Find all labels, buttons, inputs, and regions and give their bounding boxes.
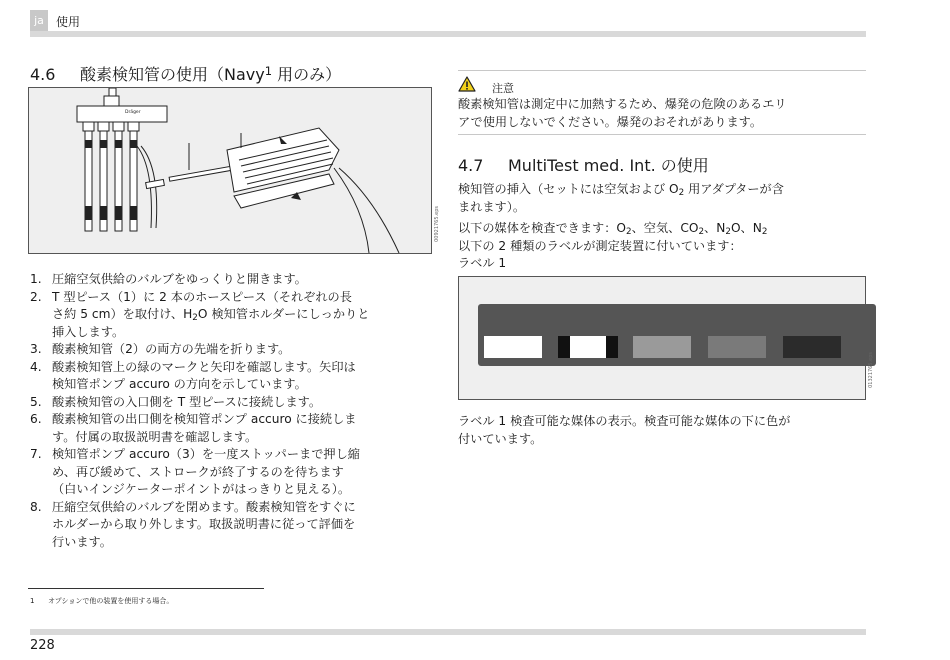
section-number: 4.7	[458, 156, 484, 175]
caution-text	[458, 96, 866, 131]
step-text: 挿入します。	[52, 324, 125, 339]
label-1-heading: ラベル 1	[458, 256, 507, 270]
step-number: 8.	[30, 499, 42, 514]
figure-code: 00921765.eps	[434, 206, 440, 242]
labels-intro: 以下の 2 種類のラベルが測定装置に付いています：	[458, 238, 742, 253]
chem-sub: 2	[678, 188, 685, 199]
section-4-7-title	[458, 153, 709, 176]
step-8	[30, 499, 442, 552]
swatch-bracket-left	[558, 336, 570, 358]
step-text: 行います。	[52, 534, 112, 549]
media-list	[458, 220, 868, 273]
footnote-rule	[28, 588, 264, 589]
step-text: 酸素検知管の入口側を T 型ピースに接続します。	[52, 394, 322, 409]
chem-sub: 2	[192, 313, 198, 324]
section-title-text: MultiTest med. Int. の使用	[508, 156, 709, 175]
step-2	[30, 289, 442, 342]
step-number: 5.	[30, 394, 42, 409]
caution-top-rule	[458, 70, 866, 71]
step-5	[30, 394, 442, 412]
footer-bar	[30, 629, 866, 635]
step-number: 4.	[30, 359, 42, 374]
step-text: 圧縮空気供給のバルブを閉めます。酸素検知管をすぐに	[52, 499, 356, 514]
step-text: さ約 5 cm）を取付け、	[52, 307, 184, 321]
step-4	[30, 359, 442, 394]
caption-text: 付いています。	[458, 431, 543, 446]
intro-text: まれます）。	[458, 199, 526, 214]
step-number: 2.	[30, 289, 42, 304]
intro-text: 用アダプターが含	[684, 182, 784, 196]
media-text: 以下の媒体を検査できます：O	[458, 221, 627, 235]
step-text: 検知管ホルダーにしっかりと	[211, 307, 370, 321]
header-title: 使用	[56, 15, 81, 29]
footnote-ref: 1	[264, 63, 273, 78]
step-text: 検知管ポンプ accuro の方向を示しています。	[52, 377, 307, 391]
header-bar	[30, 31, 866, 37]
chem-sub: 2	[725, 227, 731, 238]
step-text: 検知管ポンプ accuro（3）を一度ストッパーまで押し縮	[52, 447, 360, 461]
step-text: T 型ピース（1）に 2 本のホースピース（それぞれの長	[52, 289, 352, 304]
step-1	[30, 271, 442, 289]
chem-sub: 2	[698, 227, 705, 238]
step-text: （白いインジケーターポイントがはっきりと見える）。	[52, 482, 351, 496]
step-text: 酸素検知管の出口側を検知管ポンプ accuro に接続しま	[52, 412, 357, 426]
figure-code-2: 01321765.eps	[868, 352, 874, 388]
step-number: 7.	[30, 447, 42, 461]
caution-title: 注意	[492, 82, 514, 95]
step-text: 酸素検知管（2）の両方の先端を折ります。	[52, 342, 291, 356]
chem-h2o: H	[183, 307, 193, 321]
intro-paragraph	[458, 181, 868, 216]
swatch-light-gray	[633, 336, 691, 358]
swatch-white	[484, 336, 542, 358]
media-text: O、N	[730, 221, 762, 235]
warning-icon	[458, 76, 476, 92]
step-6	[30, 411, 442, 446]
brand-label: Dräger	[125, 110, 141, 115]
intro-text: 検知管の挿入（セットには空気および O	[458, 182, 679, 196]
step-text: 酸素検知管上の緑のマークと矢印を確認します。矢印は	[52, 359, 356, 374]
media-text: 、空気、CO	[631, 221, 699, 235]
caption-text: ラベル 1 検査可能な媒体の表示。検査可能な媒体の下に色が	[458, 414, 791, 428]
steps-list	[30, 271, 442, 551]
tube-holder-illustration	[29, 88, 431, 253]
step-text: め、再び緩めて、ストロークが終了するのを待ちます	[52, 464, 344, 479]
chem-h2o-o: O	[197, 307, 208, 321]
media-text: 、N	[704, 221, 726, 235]
step-text: ホルダーから取り外します。取扱説明書に従って評価を	[52, 517, 356, 531]
section-title-text-end: 用のみ）	[272, 65, 342, 84]
step-text: す。付属の取扱説明書を確認します。	[52, 429, 258, 444]
step-number: 1.	[30, 272, 42, 286]
swatch-dark	[783, 336, 841, 358]
caution-line: アで使用しないでください。爆発のおそれがあります。	[458, 114, 763, 129]
chem-sub: 2	[761, 227, 768, 238]
step-7	[30, 446, 442, 499]
caution-bottom-rule	[458, 134, 866, 135]
section-number: 4.6	[30, 65, 56, 84]
footnote-number: 1	[30, 597, 35, 605]
language-tag: ja	[30, 10, 48, 32]
footnote-text: オプションで他の装置を使用する場合。	[48, 597, 174, 605]
page-number: 228	[30, 638, 55, 653]
swatch-bracket-right	[606, 336, 618, 358]
step-text: 圧縮空気供給のバルブをゆっくりと開きます。	[52, 272, 307, 286]
chem-sub: 2	[626, 227, 632, 238]
section-4-6-title	[30, 62, 341, 85]
step-number: 3.	[30, 342, 42, 356]
step-number: 6.	[30, 412, 42, 426]
section-title-text: 酸素検知管の使用（Navy	[80, 65, 265, 84]
swatch-gray	[708, 336, 766, 358]
step-3	[30, 341, 442, 359]
footnote	[30, 596, 173, 606]
caution-line: 酸素検知管は測定中に加熱するため、爆発の危険のあるエリ	[458, 97, 787, 111]
figure-tube-holder	[28, 87, 432, 254]
label-caption	[458, 413, 868, 448]
